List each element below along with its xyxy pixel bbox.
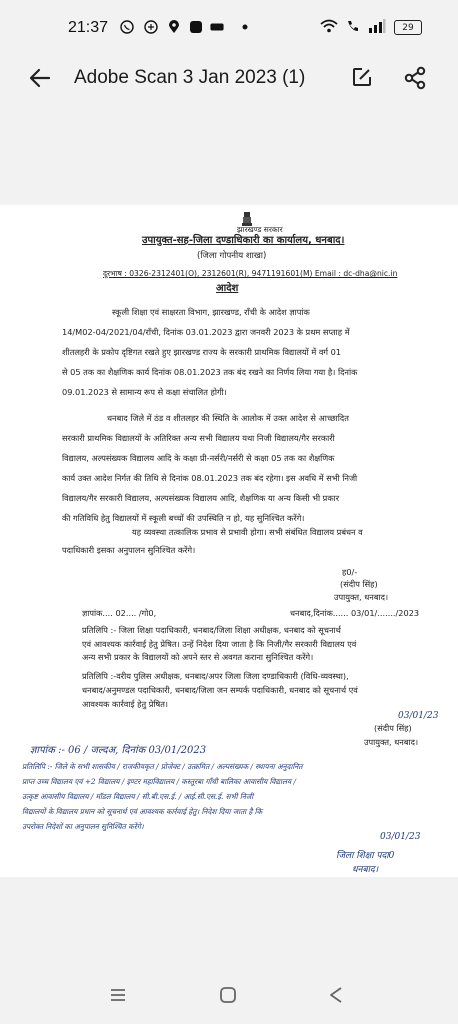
signatory-name: (संदीप सिंह) [340,579,378,589]
para2-line: की गतिविधि हेतु विद्यालयों में स्कूली बच्चों की उपस्थिति न हो, यह सुनिश्चित करेंगे। [62,513,305,523]
app-notification-icon [144,20,158,34]
para2-line: विद्यालय/गैर सरकारी विद्यालय, अल्पसंख्यक विद्यालय आदि, शैक्षणिक या अन्य किसी भी प्रकार [62,493,340,503]
signatory-name-2: (संदीप सिंह) [374,723,412,733]
para1-line: 14/M02-04/2021/04/राँची, दिनांक 03.01.2023 द्वारा जनवरी 2023 के प्रथम सप्ताह में [62,327,350,337]
para1-line: स्कूली शिक्षा एवं साक्षरता विभाग, झारखण्ड, राँची के आदेश ज्ञापांक [112,307,310,317]
app-bar [0,55,458,105]
signatory-designation: उपायुक्त, धनबाद। [334,592,389,602]
recents-menu-icon[interactable] [110,987,126,1006]
edit-icon[interactable] [350,65,374,89]
screen-icon [210,20,224,34]
copy1-line: अन्य सभी प्रकार के विद्यालयों को अपने स्तर से अवगत कराना सुनिश्चित करेंगे। [82,652,314,662]
order-title: आदेश [216,283,239,294]
status-bar [0,0,458,60]
copy2-line: धनबाद/अनुमण्डल पदाधिकारी, धनबाद/जिला जन सम्पर्क पदाधिकारी, धनबाद को सूचनार्थ एवं [82,685,358,695]
para2-line: कार्य उक्त आदेश निर्गत की तिथि से दिनांक 08.01.2023 तक बंद रहेगा। इस अवधि में सभी निजी [62,473,358,483]
para2-line: विद्यालय, अल्पसंख्यक विद्यालय आदि के कक्षा प्री-नर्सरी/नर्सरी से कक्षा 05 तक का शैक्षणिक [62,453,335,463]
para2-line: धनबाद जिले में ठंड व शीतलहर की स्थिति के आलोक में उक्त आदेश से आच्छादित [107,413,349,423]
app-badge-icon [189,20,203,34]
handwritten-line: उत्कृष्ट आवासीय विद्यालय / मॉडल विद्यालय / सी.बी.एस.ई. / आई.सी.एस.ई. सभी निजी [22,792,254,801]
signature: 03/01/23 [398,711,439,721]
memo-date: धनबाद,दिनांक...... 03/01/......./2023 [290,608,420,618]
para2-line: सरकारी प्राथमिक विद्यालयों के अतिरिक्त अन्य सभी विद्यालय यथा निजी विद्यालय/गैर सरकारी [62,433,335,443]
para1-line: से 05 तक का शैक्षणिक कार्य दिनांक 08.01.2023 तक बंद रखने का निर्णय लिया गया है। दिनांक [62,367,358,377]
scanned-document-page [0,205,458,877]
copy2-line: आवश्यक कार्रवाई हेतु प्रेषित। [82,699,168,709]
whatsapp-icon [120,20,134,34]
call-icon [346,18,360,37]
copy1-line: एवं आवश्यक कार्रवाई हेतु प्रेषित। उन्हें निदेश दिया जाता है कि निजी/गैर सरकारी विद्यालय एवं [82,639,357,649]
para1-line: शीतलहरी के प्रकोप दृष्टिगत रखते हुए झारखण्ड राज्य के सरकारी प्राथमिक विद्यालयों में वर्ग 01 [62,347,342,357]
memo-number: ज्ञापांक.... 02.... /गो0, [82,608,157,618]
header-branch: (जिला गोपनीय शाखा) [197,251,267,261]
document-title: Adobe Scan 3 Jan 2023 (1) [74,67,306,88]
handwritten-memo: ज्ञापांक :- 06 / जल्दअ, दिनांक 03/01/2023 [30,745,207,756]
signatory-designation-2: उपायुक्त, धनबाद। [364,737,419,747]
para3-line: पदाधिकारी इसका अनुपालन सुनिश्चित करेंगे। [62,545,196,555]
handwritten-line: विद्यालयों के विद्यालय प्रधान को सूचनार्थ एवं आवश्यक कार्रवाई हेतु। निदेश दिया जाता है कि [22,807,263,816]
handwritten-sign-place: धनबाद। [352,865,379,875]
back-triangle-icon[interactable] [328,986,344,1008]
sd-mark: ह0/- [342,567,358,577]
share-icon[interactable] [402,65,428,91]
system-nav-bar [0,965,458,1024]
location-icon [167,20,181,34]
header-govt: झारखण्ड सरकार [237,225,283,234]
copy2-line: प्रतिलिपि :-वरीय पुलिस अधीक्षक, धनबाद/अपर जिला जिला दण्डाधिकारी (विधि-व्यवस्था), [82,671,349,681]
contact-line: दूरभाष : 0326-2312401(O), 2312601(R), 9471191601(M) Email : dc-dha@nic.in [103,269,398,278]
header-office: उपायुक्त-सह-जिला दण्डाधिकारी का कार्यालय, धनबाद। [142,235,345,246]
copy1-line: प्रतिलिपि :- जिला शिक्षा पदाधिकारी, धनबाद/जिला शिक्षा अधीक्षक, धनबाद को सूचनार्थ [82,625,341,635]
handwritten-sign-title: जिला शिक्षा पदा0 [336,851,395,861]
status-time: 21:37 [68,19,109,36]
handwritten-line: प्राप्त उच्च विद्यालय एवं +2 विद्यालय / इण्टर महाविद्यालय / कस्तूरबा गाँधी बालिका आवासीय विद्यालय / [22,777,296,786]
wifi-icon [320,18,338,37]
handwritten-line: प्रतिलिपि :- जिले के सभी शासकीय / राजकीयकृत / प्रोजेक्ट / उत्क्रमित / अल्पसंख्यक / स्थापना अनुदानित [22,762,303,771]
para1-line: 09.01.2023 से सामान्य रूप से कक्षा संचालित होगी। [62,387,227,397]
battery-icon: 29 [394,20,422,35]
home-icon[interactable] [219,986,237,1008]
signal-icon [368,18,386,37]
handwritten-line: उपरोक्त निदेशों का अनुपालन सुनिश्चित करेंगे। [22,822,144,831]
dot-icon [238,20,252,34]
para3-line: यह व्यवस्था तत्कालिक प्रभाव से प्रभावी होगा। सभी संबंधित विद्यालय प्रबंधन व [132,527,363,537]
back-arrow-icon[interactable] [26,63,56,93]
handwritten-signature: 03/01/23 [380,832,421,842]
